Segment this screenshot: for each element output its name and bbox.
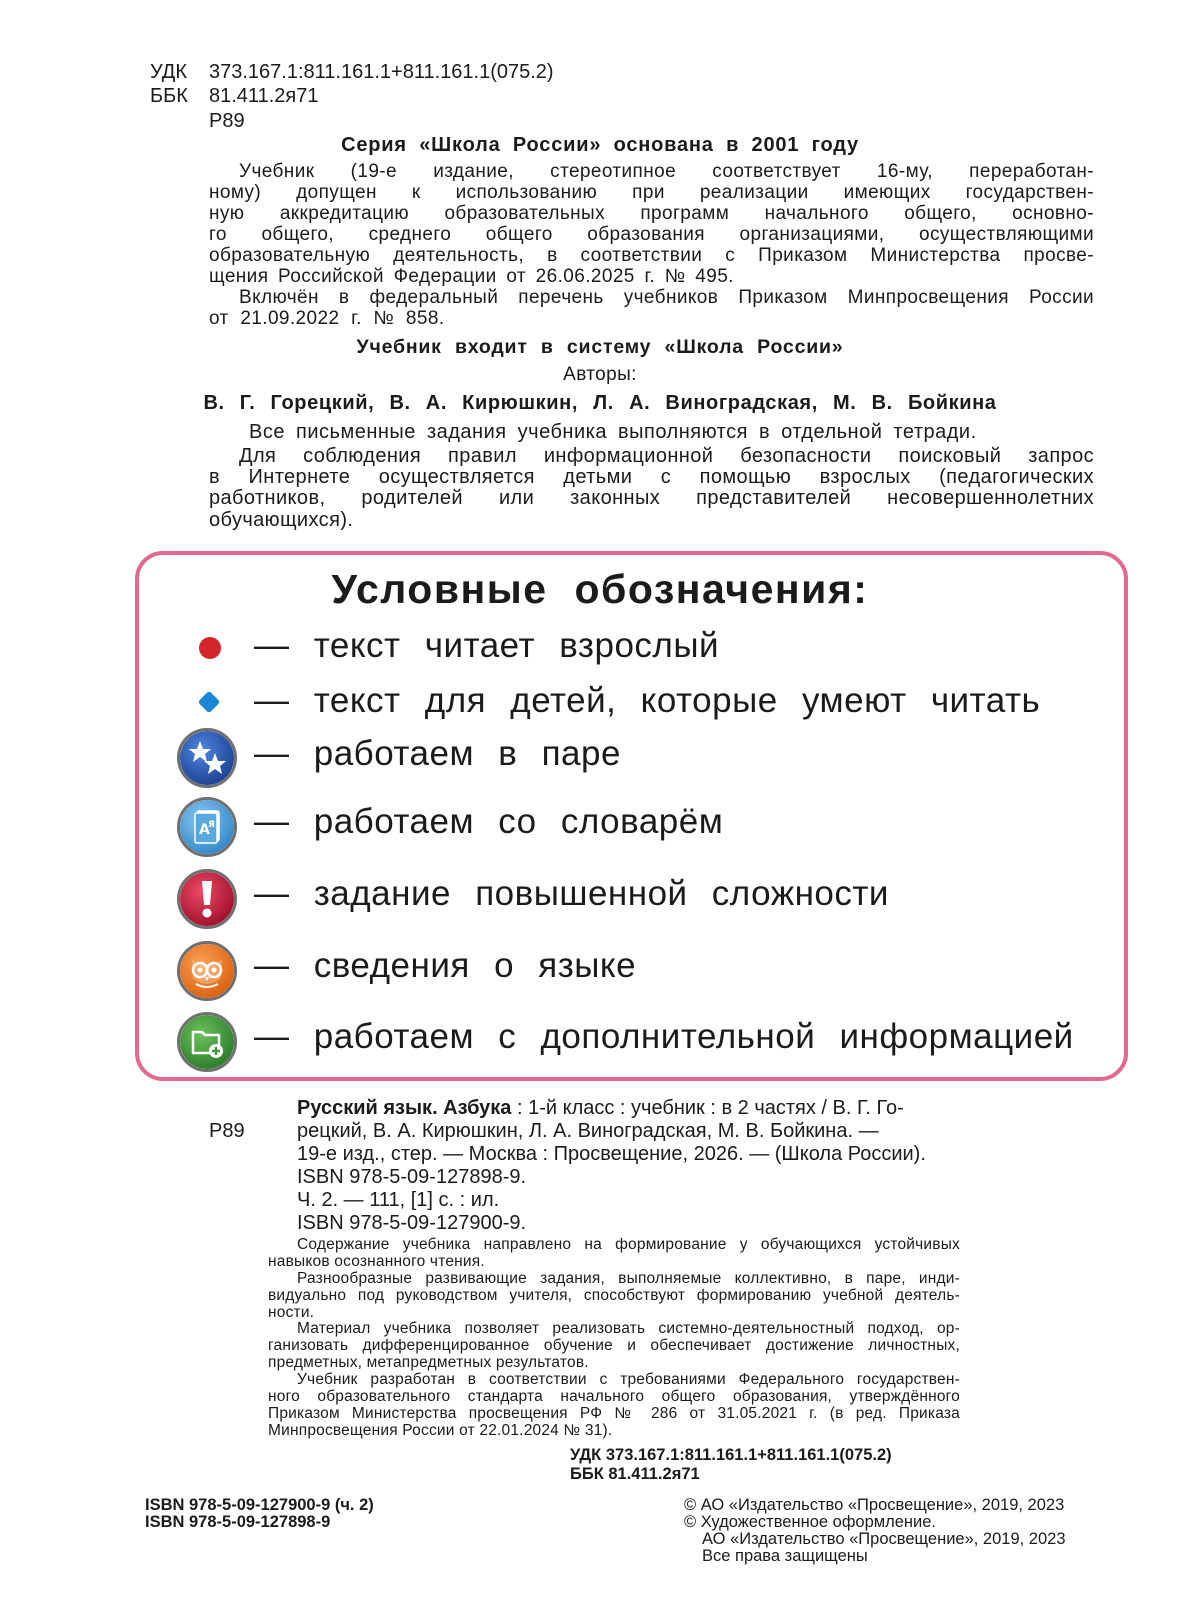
bottom-bbk: ББК 81.411.2я71 — [570, 1465, 700, 1483]
copyright-line: АО «Издательство «Просвещение», 2019, 2023 — [702, 1530, 1066, 1548]
internet-line: Для соблюдения правил информационной безопасности поисковый запрос — [239, 445, 1094, 467]
bbk-label: ББК — [150, 85, 188, 107]
catalog-line-1-rest: : 1-й класс : учебник : в 2 частях / В. Г. Го- — [511, 1097, 904, 1119]
catalog-code: Р89 — [209, 110, 245, 132]
approval-line: ному) допущен к использованию при реализации имеющих государствен- — [209, 182, 1094, 203]
notebook-note: Все письменные задания учебника выполняются в отдельной тетради. — [249, 421, 977, 443]
pair-stars-icon — [177, 728, 237, 788]
bbk-value: 81.411.2я71 — [209, 85, 319, 107]
system-line: Учебник входит в систему «Школа России» — [356, 336, 844, 358]
udk-value: 373.167.1:811.161.1+811.161.1(075.2) — [209, 61, 554, 83]
annotation-line: предметных, метапредметных результатов. — [268, 1354, 589, 1371]
isbn-footer-set: ISBN 978-5-09-127898-9 — [145, 1513, 331, 1531]
annotation-line: ного образовательного стандарта начального общего образования, утверждённого — [268, 1388, 960, 1405]
exclamation-icon — [177, 869, 237, 929]
legend-title: Условные обозначения: — [331, 566, 869, 612]
isbn-part: ISBN 978-5-09-127900-9. — [297, 1212, 527, 1234]
legend-item-children-read: — текст для детей, которые умеют читать — [254, 681, 1041, 720]
part-info: Ч. 2. — 111, [1] с. : ил. — [297, 1189, 500, 1211]
authors: В. Г. Горецкий, В. А. Кирюшкин, Л. А. Виноградская, М. В. Бойкина — [203, 392, 997, 414]
copyright-line: Все права защищены — [702, 1547, 868, 1565]
isbn-set: ISBN 978-5-09-127898-9. — [297, 1166, 527, 1188]
isbn-footer-part: ISBN 978-5-09-127900-9 (ч. 2) — [145, 1496, 374, 1514]
legend-item-pair-work: — работаем в паре — [254, 734, 621, 773]
folder-plus-icon — [177, 1012, 237, 1072]
annotation-line: ганизовать дифференцированное обучение и обеспечивает достижение личностных, — [268, 1337, 960, 1354]
internet-line: обучающихся). — [209, 509, 354, 531]
annotation-line: ности. — [268, 1304, 315, 1321]
catalog-line-2: рецкий, В. А. Кирюшкин, Л. А. Виноградская, М. В. Бойкина. — — [297, 1120, 879, 1142]
annotation-line: Минпросвещения России от 22.01.2024 № 31). — [268, 1422, 613, 1439]
approval-line: ную аккредитацию образовательных программ начального общего, основно- — [209, 203, 1094, 224]
annotation-line: видуально под руководством учителя, способствуют формированию учебной деятель- — [268, 1287, 960, 1304]
annotation-line: Разнообразные развивающие задания, выполняемые коллективно, в паре, инди- — [297, 1270, 960, 1287]
legend-item-dictionary: — работаем со словарём — [254, 802, 724, 841]
annotation-line: навыков осознанного чтения. — [268, 1253, 485, 1270]
annotation-line: Материал учебника позволяет реализовать системно-деятельностный подход, ор- — [297, 1320, 960, 1337]
legend-item-extra-info: — работаем с дополнительной информацией — [254, 1017, 1074, 1056]
svg-text:A: A — [199, 822, 210, 838]
approval-line: образовательную деятельность, в соответствии с Приказом Министерства просве- — [209, 245, 1094, 266]
legend-item-language-info: — сведения о языке — [254, 946, 637, 985]
bottom-udk: УДК 373.167.1:811.161.1+811.161.1(075.2) — [570, 1446, 892, 1464]
approval-line: го общего, среднего общего образования организациями, осуществляющими — [209, 224, 1094, 245]
book-title: Русский язык. Азбука — [297, 1097, 512, 1119]
dictionary-icon — [177, 797, 237, 857]
federal-line: от 21.09.2022 г. № 858. — [209, 308, 445, 329]
udk-label: УДК — [150, 61, 188, 83]
copyright-line: © АО «Издательство «Просвещение», 2019, 2023 — [684, 1496, 1065, 1514]
red-dot-icon — [199, 637, 221, 659]
federal-line: Включён в федеральный перечень учебников Приказом Минпросвещения России — [239, 287, 1094, 308]
authors-label: Авторы: — [563, 364, 637, 385]
svg-text:Я: Я — [208, 820, 215, 830]
annotation-line: Содержание учебника направлено на формирование у обучающихся устойчивых — [297, 1236, 960, 1253]
approval-line: Учебник (19-е издание, стереотипное соответствует 16-му, переработан- — [239, 161, 1094, 182]
owl-icon — [177, 941, 237, 1001]
series-line: Серия «Школа России» основана в 2001 году — [341, 134, 859, 156]
approval-line: щения Российской Федерации от 26.06.2025 г. № 495. — [209, 266, 734, 287]
copyright-line: © Художественное оформление. — [684, 1513, 936, 1531]
catalog-line-3: 19-е изд., стер. — Москва : Просвещение, 2026. — (Школа России). — [297, 1143, 926, 1165]
internet-line: работников, родителей или законных представителей несовершеннолетних — [209, 487, 1094, 509]
annotation-line: Учебник разработан в соответствии с требованиями Федерального государствен- — [297, 1371, 960, 1388]
legend-item-adult-reads: — текст читает взрослый — [254, 626, 720, 665]
annotation-line: Приказом Министерства просвещения РФ № 286 от 31.05.2021 г. (в ред. Приказа — [268, 1405, 960, 1422]
catalog-line-1 — [297, 1097, 904, 1120]
internet-line: в Интернете осуществляется детьми с помощью взрослых (педагогических — [209, 466, 1094, 488]
legend-item-hard-task: — задание повышенной сложности — [254, 874, 889, 913]
catalog-card-code: Р89 — [209, 1120, 245, 1142]
